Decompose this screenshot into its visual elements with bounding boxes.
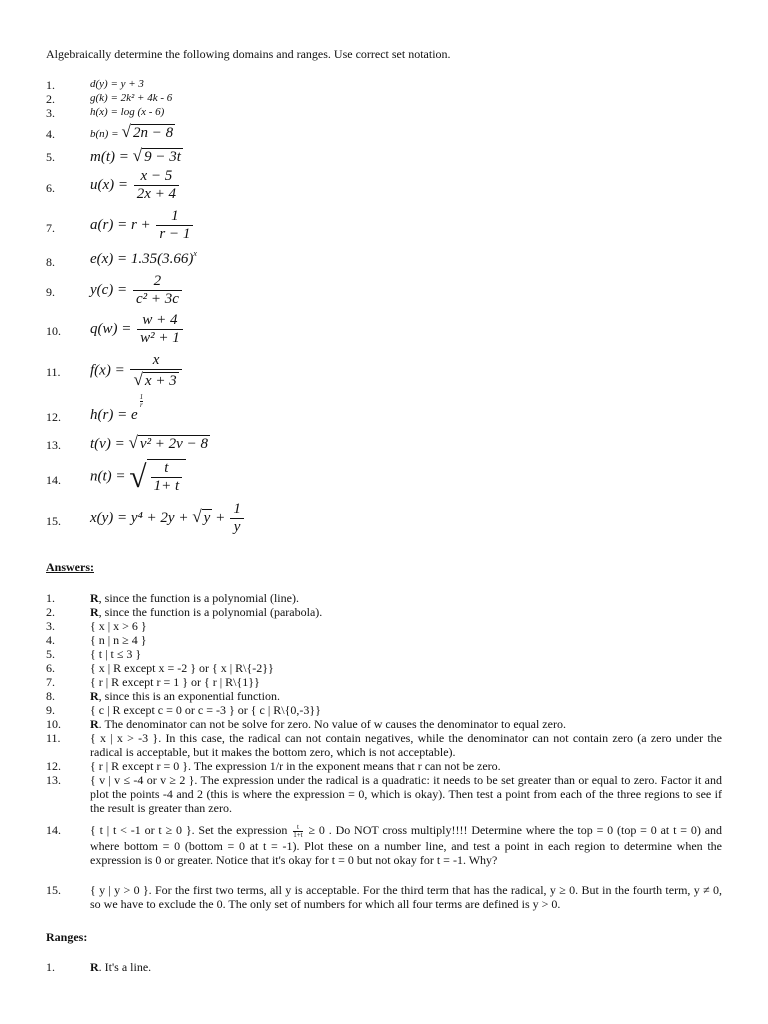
denominator: [130, 369, 181, 390]
problem-number: 1.: [46, 78, 55, 92]
problem-number: 3.: [46, 106, 55, 120]
problem-expression: [90, 501, 246, 537]
problem-lhs: m(t) =: [90, 149, 129, 165]
numerator: 1: [171, 208, 179, 224]
problem-lhs: a(r) = r +: [90, 217, 151, 234]
fraction: [151, 460, 183, 496]
problem-expression: [90, 250, 197, 268]
answer-text: [90, 717, 722, 731]
problem-number: 14.: [46, 473, 61, 487]
exponent-numerator: 1: [139, 393, 144, 402]
radical: √ x + 3: [133, 370, 177, 390]
problem-number: 6.: [46, 181, 55, 195]
plus-sign: +: [216, 510, 225, 527]
answer-text: { t | t ≤ 3 }: [90, 647, 142, 661]
answer-number: 2.: [46, 605, 55, 619]
answer-number: 7.: [46, 675, 55, 689]
exponent-fraction: [140, 394, 144, 409]
answer-body: , since the function is a polynomial (line).: [98, 591, 299, 605]
answer-body: . The denominator can not be solve for zero. No value of w causes the denominator to equal zero.: [98, 717, 566, 731]
answer-number: 8.: [46, 689, 55, 703]
fraction: [130, 352, 181, 391]
fraction: [133, 273, 182, 309]
denominator: 1+ t: [151, 477, 183, 495]
answer-text: [90, 605, 722, 619]
denominator: c² + 3c: [133, 290, 182, 308]
problem-expression: [90, 352, 184, 391]
problem-lhs: t(v) =: [90, 436, 125, 452]
radicand: y: [203, 510, 211, 527]
denominator: w² + 1: [137, 329, 183, 347]
problem-expression: [90, 312, 185, 348]
answer-body: , since the function is a polynomial (parabola).: [98, 605, 323, 619]
problem-expression: [90, 393, 145, 424]
inline-fraction-denominator: 1+t: [293, 830, 303, 839]
numerator: t: [164, 459, 169, 476]
problem-expression: h(x) = log (x - 6): [90, 106, 165, 118]
radical: √ 9 − 3t: [132, 146, 181, 165]
reals-symbol: R: [90, 717, 99, 731]
answer-number: 15.: [46, 883, 61, 897]
numerator: 2: [153, 273, 162, 289]
problem-number: 15.: [46, 514, 61, 528]
range-body: . It's a line.: [98, 960, 152, 974]
answer-text: { r | R except r = 0 }. The expression 1/r in the exponent means that r can not be zero.: [90, 759, 501, 773]
answers-heading: Answers:: [46, 560, 94, 574]
answer-number: 4.: [46, 633, 55, 647]
problem-expression: d(y) = y + 3: [90, 78, 144, 90]
answer-text: { r | R except r = 1 } or { r | R\{1}}: [90, 675, 260, 689]
denominator: r − 1: [156, 225, 193, 243]
problem-number: 8.: [46, 255, 55, 269]
problem-number: 5.: [46, 150, 55, 164]
problem-lhs: u(x) =: [90, 177, 129, 194]
problem-lhs: x(y) = y⁴ + 2y +: [90, 510, 189, 527]
radical: √ y: [192, 507, 211, 527]
answer-number: 6.: [46, 661, 55, 675]
inline-fraction-numerator: t: [296, 822, 299, 831]
radicand: 2n − 8: [132, 125, 174, 141]
answer-body: { t | t < -1 or t ≥ 0 }. Set the expression: [90, 823, 288, 837]
problem-number: 4.: [46, 127, 55, 141]
problem-lhs: h(r) = e: [90, 407, 138, 423]
problem-expression: [90, 146, 183, 167]
inline-fraction: [293, 824, 302, 839]
problem-expression: [90, 168, 181, 204]
problem-lhs: y(c) =: [90, 282, 128, 299]
answer-text: [90, 689, 722, 703]
problem-number: 10.: [46, 324, 61, 338]
answer-text: { n | n ≥ 4 }: [90, 633, 147, 647]
answer-text: { x | x > -3 }. In this case, the radical can not contain negatives, while the denominator can not contain zero (a zero under the radical is acceptable, but it makes the bottom zero, which is not acceptable).: [90, 731, 722, 759]
instructions: Algebraically determine the following domains and ranges. Use correct set notation.: [46, 47, 451, 61]
answer-number: 10.: [46, 717, 61, 731]
answer-text: [90, 591, 722, 605]
range-text: [90, 960, 722, 974]
answer-number: 14.: [46, 823, 61, 837]
problem-expression: [90, 208, 195, 244]
fraction: [134, 168, 179, 204]
answer-text: { x | R except x = -2 } or { x | R\{-2}}: [90, 661, 274, 675]
reals-symbol: R: [90, 960, 99, 974]
range-number: 1.: [46, 960, 55, 974]
exponent: x: [193, 249, 197, 258]
fraction: [137, 312, 183, 348]
problem-lhs: n(t) =: [90, 468, 126, 485]
answer-body: , since this is an exponential function.: [98, 689, 280, 703]
problem-lhs: f(x) =: [90, 362, 125, 379]
denominator: y: [230, 518, 244, 536]
answer-number: 12.: [46, 759, 61, 773]
radical: √ 2n − 8: [121, 122, 174, 141]
answer-number: 11.: [46, 731, 61, 745]
reals-symbol: R: [90, 689, 99, 703]
answer-text: { x | x > 6 }: [90, 619, 147, 633]
problem-expression: [90, 273, 184, 309]
problem-lhs: e(x) = 1.35(3.66): [90, 251, 194, 267]
problem-number: 7.: [46, 221, 55, 235]
reals-symbol: R: [90, 605, 99, 619]
fraction: [230, 501, 244, 537]
numerator: x: [152, 352, 160, 368]
problem-expression: [90, 458, 186, 496]
numerator: 1: [233, 501, 241, 517]
radicand: x + 3: [144, 373, 177, 390]
ranges-heading: Ranges:: [46, 930, 88, 944]
numerator: w + 4: [142, 312, 178, 328]
radicand: 9 − 3t: [144, 149, 181, 165]
fraction: [156, 208, 193, 244]
problem-number: 11.: [46, 365, 61, 379]
exponent-denominator: r: [139, 401, 143, 410]
problem-expression: [90, 122, 175, 143]
problem-expression: [90, 433, 210, 454]
answer-text: { c | R except c = 0 or c = -3 } or { c | R\{0,-3}}: [90, 703, 321, 717]
radical: √ $\frac{t}{1+ t}$: [129, 458, 186, 496]
problem-number: 13.: [46, 438, 61, 452]
radicand: v² + 2v − 8: [139, 436, 208, 452]
answer-number: 13.: [46, 773, 61, 787]
problem-lhs: b(n) =: [90, 128, 119, 140]
numerator: x − 5: [140, 168, 173, 184]
answer-body-continued: ≥ 0 . Do NOT cross multiply!!!! Determine where the top = 0 (top = 0 at t = 0) and where bottom = 0 (bottom = 0 at t = -1). Plot these on a number line, and test a point in each region to determine when the expression is 0 or greater. Notice that it's okay for t = 0 but not okay for t = -1. Why?: [90, 823, 723, 867]
answer-text: { y | y > 0 }. For the first two terms, all y is acceptable. For the third term that has the radical, y ≥ 0. But in the fourth term, y ≠ 0, so we have to exclude the 0. The only set of numbers for which all four terms are defined is y > 0.: [90, 883, 722, 911]
denominator: 2x + 4: [134, 185, 179, 203]
answer-number: 3.: [46, 619, 55, 633]
problem-expression: g(k) = 2k² + 4k - 6: [90, 92, 173, 104]
radical: √ v² + 2v − 8: [128, 433, 208, 452]
problem-number: 9.: [46, 285, 55, 299]
answer-number: 1.: [46, 591, 55, 605]
problem-lhs: q(w) =: [90, 321, 132, 338]
answer-number: 5.: [46, 647, 55, 661]
problem-number: 12.: [46, 410, 61, 424]
answer-text: { v | v ≤ -4 or v ≥ 2 }. The expression under the radical is a quadratic: it needs to be set greater than or equal to zero. Factor it and plot the points -4 and 2 (this is where the expression = 0, which is okay). Then test a point from each of the three regions to see if the result is greater than zero.: [90, 773, 722, 815]
problem-number: 2.: [46, 92, 55, 106]
answer-text: [90, 823, 722, 867]
answer-number: 9.: [46, 703, 55, 717]
reals-symbol: R: [90, 591, 99, 605]
